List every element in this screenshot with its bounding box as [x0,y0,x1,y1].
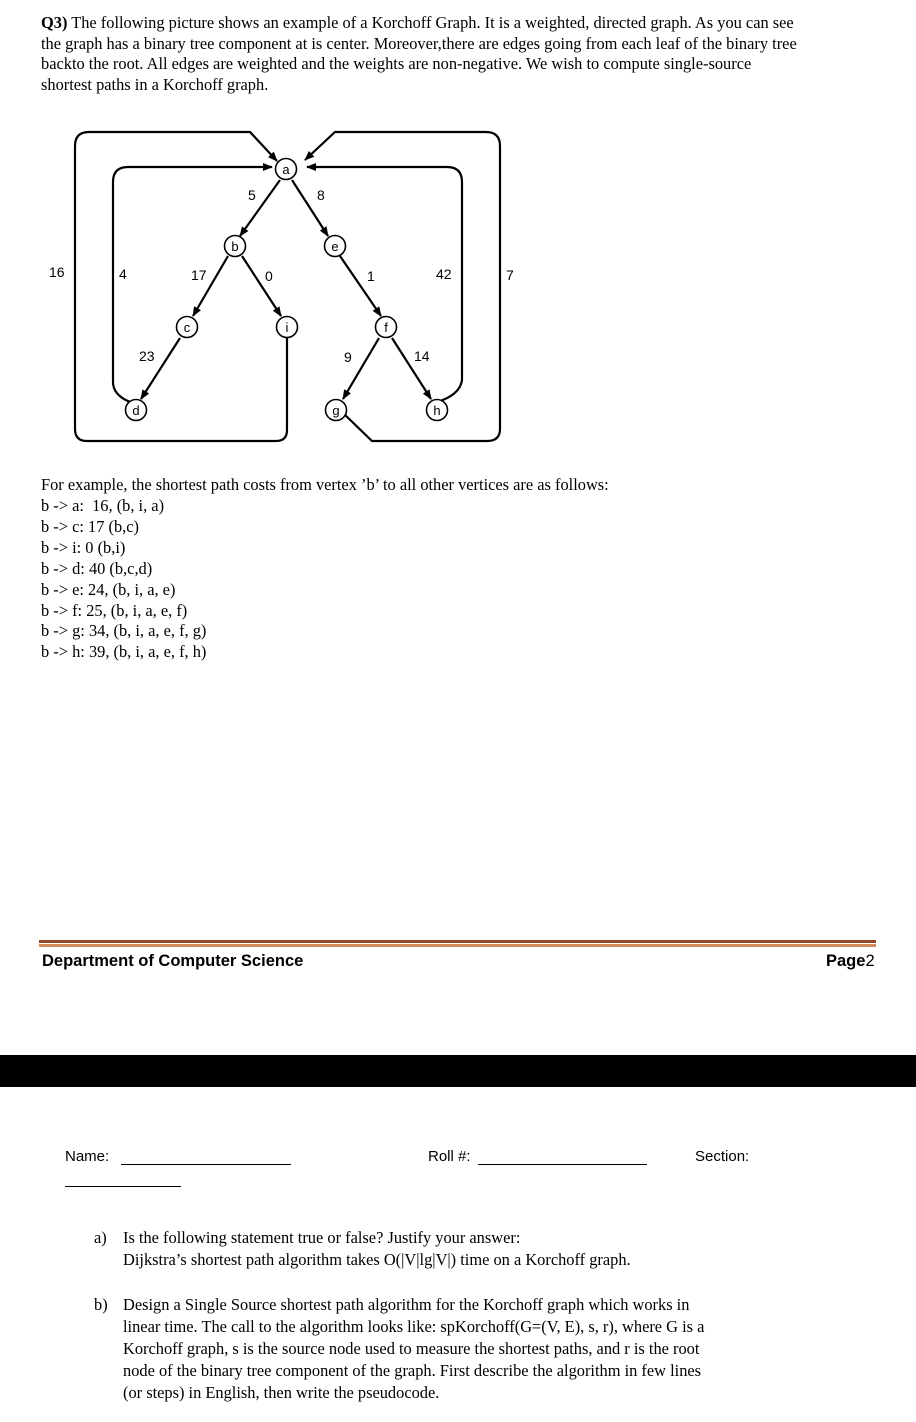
edge-i-a [75,132,287,441]
weight-h-a: 42 [436,266,452,282]
weight-i-a: 16 [49,264,65,280]
node-g-label: g [332,403,340,418]
list-item: b -> g: 34, (b, i, a, e, f, g) [41,621,207,641]
edge-b-i [242,256,281,316]
footer-rule-dark [39,940,876,943]
weight-a-e: 8 [317,187,325,203]
question-line: backto the root. All edges are weighted and the weights are non-negative. We wish to compute single-source [41,54,752,73]
name-field-continuation[interactable] [65,1186,181,1187]
part-a-marker: a) [94,1228,107,1247]
list-item: b -> d: 40 (b,c,d) [41,558,153,578]
weight-g-a: 7 [506,267,514,283]
korchoff-graph-figure [0,0,916,470]
part-b-line: (or steps) in English, then write the pseudocode. [123,1383,440,1402]
list-item: b -> f: 25, (b, i, a, e, f) [41,600,188,620]
roll-field[interactable] [478,1164,647,1165]
part-b-line: linear time. The call to the algorithm looks like: spKorchoff(G=(V, E), s, r), where G is a [123,1317,705,1336]
question-line: Q3) The following picture shows an example of a Korchoff Graph. It is a weighted, directed graph. As you can see [41,13,794,32]
node-c-label: c [183,320,191,335]
question-line: the graph has a binary tree component at is center. Moreover,there are edges going from each leaf of the binary tree [41,33,797,53]
edge-f-g [343,338,379,399]
page-word: Page [826,952,866,970]
edge-h-a [307,167,462,402]
weight-e-f: 1 [367,268,375,284]
node-i-label: i [285,320,289,335]
part-a-line: Dijkstra’s shortest path algorithm takes O(|V|lg|V|) time on a Korchoff graph. [123,1250,631,1269]
list-item: b -> a: 16, (b, i, a) [41,496,165,515]
part-b-marker: b) [94,1295,108,1314]
weight-b-c: 17 [191,267,207,283]
footer-page-number [826,952,875,971]
weight-a-b: 5 [248,187,256,203]
list-item: b -> c: 17 (b,c) [41,516,139,536]
part-a [94,1227,854,1273]
page-break-bar [0,1055,916,1087]
part-b-line: Korchoff graph, s is the source node used to measure the shortest paths, and r is the root [123,1339,700,1358]
example-intro: For example, the shortest path costs from vertex ’b’ to all other vertices are as follows: [41,475,609,494]
shortest-path-list [41,496,206,663]
question-number: Q3) [41,13,68,32]
node-a-label: a [282,162,290,177]
edge-g-a [305,132,500,441]
weight-f-g: 9 [344,349,352,365]
node-f-label: f [384,320,388,335]
question-line: shortest paths in a Korchoff graph. [41,74,269,94]
page-number: 2 [865,952,875,970]
node-e-label: e [331,239,339,254]
section-label: Section: [695,1148,750,1165]
list-item: b -> h: 39, (b, i, a, e, f, h) [41,642,207,662]
node-h-label: h [433,403,441,418]
list-item: b -> e: 24, (b, i, a, e) [41,579,176,599]
part-a-line: Is the following statement true or false? Justify your answer: [123,1228,521,1247]
name-label: Name: [65,1148,110,1165]
node-b-label: b [231,239,239,254]
weight-f-h: 14 [414,348,430,364]
part-b [94,1294,874,1406]
footer-department: Department of Computer Science [42,952,304,970]
weight-c-d: 23 [139,348,155,364]
edge-a-b [240,180,280,236]
footer-rule-light [39,944,876,947]
roll-label: Roll #: [428,1148,471,1165]
edge-b-c [193,256,228,316]
weight-b-i: 0 [265,268,273,284]
edge-e-f [340,256,381,316]
part-b-line: node of the binary tree component of the graph. First describe the algorithm in few lines [123,1361,702,1380]
part-b-line: Design a Single Source shortest path algorithm for the Korchoff graph which works in [123,1295,690,1314]
node-d-label: d [132,403,140,418]
weight-d-a: 4 [119,266,127,282]
list-item: b -> i: 0 (b,i) [41,537,126,557]
name-field[interactable] [121,1164,291,1165]
